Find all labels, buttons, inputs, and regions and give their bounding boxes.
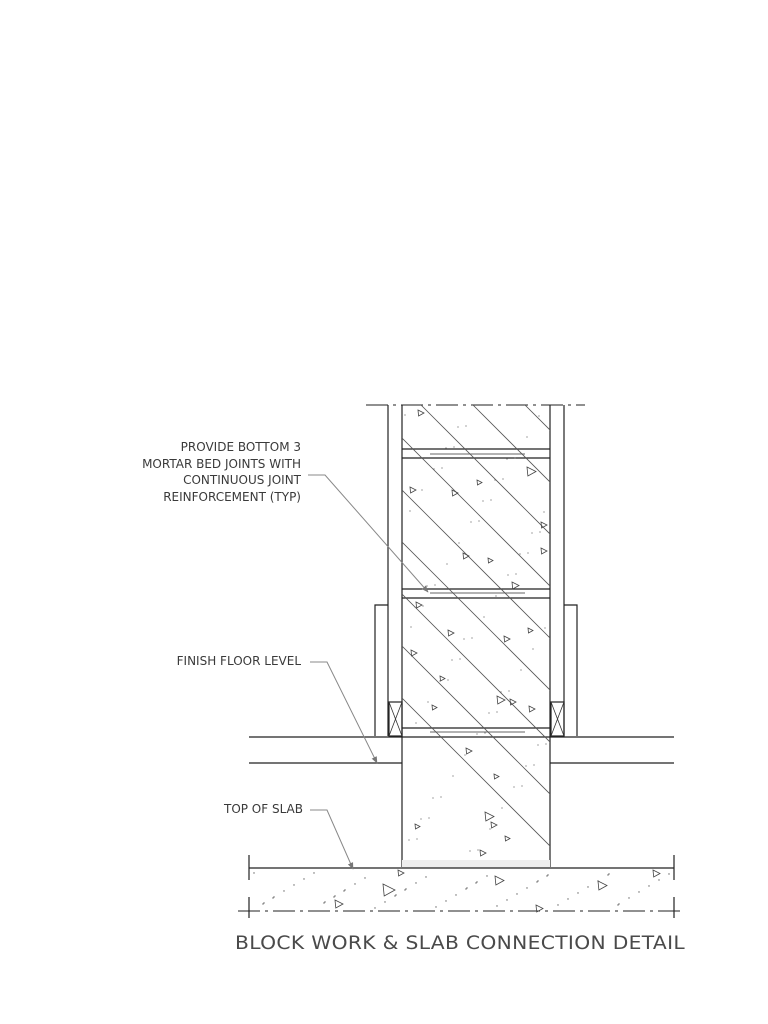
hatch-line xyxy=(402,334,768,734)
aggregate-dot xyxy=(416,838,417,839)
aggregate-dot xyxy=(469,850,470,851)
aggregate-dot xyxy=(477,849,478,850)
aggregate-mark xyxy=(528,628,533,633)
aggregate-dot xyxy=(489,828,490,829)
aggregate-dot xyxy=(539,531,540,532)
joint-filler-right xyxy=(551,702,564,736)
label-joint-line-3: CONTINUOUS JOINT xyxy=(183,473,301,487)
aggregate-dot xyxy=(526,436,527,437)
aggregate-dot xyxy=(421,489,422,490)
slab-aggregate-mark xyxy=(495,876,504,885)
slab-aggregate-dot xyxy=(618,903,619,904)
aggregate-dot xyxy=(428,817,429,818)
aggregate-dot xyxy=(508,690,509,691)
aggregate-dot xyxy=(420,818,421,819)
aggregate-dot xyxy=(533,764,534,765)
slab-aggregate-dot xyxy=(455,894,456,895)
slab-aggregate-dot xyxy=(648,885,649,886)
slab-aggregate-dot xyxy=(273,896,274,897)
aggregate-mark xyxy=(488,558,493,563)
slab-aggregate-dot xyxy=(486,875,487,876)
block-hatch xyxy=(402,230,768,1024)
slab-aggregate-mark xyxy=(598,881,607,890)
slab-aggregate-dot xyxy=(283,890,284,891)
slab-aggregate-dot xyxy=(587,886,588,887)
aggregate-mark xyxy=(512,582,519,589)
aggregate-mark xyxy=(416,602,422,608)
slab-aggregate-dot xyxy=(516,893,517,894)
aggregate-mark xyxy=(510,699,516,705)
slab-aggregate-dot xyxy=(445,900,446,901)
slab-aggregate-dot xyxy=(536,881,537,882)
aggregate-mark xyxy=(477,480,482,485)
aggregate-dot xyxy=(496,711,497,712)
slab-aggregate-dot xyxy=(333,896,334,897)
aggregate-mark xyxy=(411,650,417,656)
aggregate-mark xyxy=(504,636,510,642)
hatch-line xyxy=(402,646,768,1024)
slab-aggregate-dot xyxy=(324,901,325,902)
base-skirting xyxy=(375,605,577,736)
aggregate-dot xyxy=(532,648,533,649)
slab-aggregate-mark xyxy=(653,870,660,877)
aggregate-mark xyxy=(497,696,505,704)
aggregate-dot xyxy=(439,680,440,681)
slab-aggregate-dot xyxy=(638,891,639,892)
aggregate-dot xyxy=(459,658,460,659)
aggregate-dot xyxy=(476,733,477,734)
slab-aggregate-dot xyxy=(272,897,273,898)
hatch-line xyxy=(402,438,768,838)
aggregate-mark xyxy=(480,850,486,856)
slab-aggregate-dot xyxy=(374,907,375,908)
aggregate-dot xyxy=(415,722,416,723)
aggregate-mark xyxy=(432,705,437,710)
aggregate-dot xyxy=(465,425,466,426)
slab-aggregate-dot xyxy=(364,877,365,878)
aggregate-mark xyxy=(541,548,547,554)
aggregate-dot xyxy=(426,585,427,586)
leader-joint-reinforcement xyxy=(308,475,428,592)
aggregate-dot xyxy=(404,414,405,415)
aggregate-dot xyxy=(447,679,448,680)
slab-aggregate-dot xyxy=(313,872,314,873)
slab-aggregate-dot xyxy=(394,895,395,896)
slab-aggregate-dot xyxy=(465,888,466,889)
leader-finish-floor xyxy=(310,662,377,763)
aggregate-dot xyxy=(440,796,441,797)
slab-aggregate-dot xyxy=(668,873,669,874)
aggregate-dot xyxy=(470,521,471,522)
slab-aggregate-dot xyxy=(577,892,578,893)
aggregate-dot xyxy=(409,510,410,511)
aggregate-dot xyxy=(483,616,484,617)
hatch-line xyxy=(402,230,768,630)
slab-aggregate-dot xyxy=(303,878,304,879)
aggregate-dot xyxy=(545,743,546,744)
slab-aggregate-dot xyxy=(526,887,527,888)
aggregate-mark xyxy=(410,487,416,493)
hatch-line xyxy=(402,542,768,942)
slab-aggregate-dot xyxy=(608,873,609,874)
aggregate-dot xyxy=(458,542,459,543)
slab-aggregate-dot xyxy=(263,902,264,903)
slab-aggregate-dot xyxy=(466,887,467,888)
aggregate-dot xyxy=(490,499,491,500)
aggregate-mark xyxy=(529,706,535,712)
aggregate-dot xyxy=(427,701,428,702)
label-top-of-slab: TOP OF SLAB xyxy=(223,802,303,816)
aggregate-dot xyxy=(494,479,495,480)
aggregate-dot xyxy=(531,532,532,533)
joint-filler-left xyxy=(389,702,402,736)
aggregate-dot xyxy=(513,786,514,787)
aggregate-mark xyxy=(485,812,494,821)
slab-aggregate-dot xyxy=(557,904,558,905)
aggregate-dot xyxy=(433,468,434,469)
slab-aggregate-mark xyxy=(383,884,395,896)
slab-aggregate-dot xyxy=(617,904,618,905)
slab-aggregate-dot xyxy=(628,897,629,898)
slab-aggregate-dot xyxy=(262,903,263,904)
label-finish-floor-level: FINISH FLOOR LEVEL xyxy=(176,654,301,668)
slab-aggregate-dot xyxy=(506,899,507,900)
slab-aggregate-dot xyxy=(354,883,355,884)
aggregate-dot xyxy=(446,563,447,564)
aggregate-dot xyxy=(432,797,433,798)
slab-aggregate-dot xyxy=(658,879,659,880)
leader-top-of-slab xyxy=(310,810,353,869)
slab-aggregate-dot xyxy=(475,882,476,883)
hatch-line xyxy=(402,282,768,682)
aggregate-dot xyxy=(463,638,464,639)
label-joint-reinforcement xyxy=(142,440,302,504)
aggregate-dot xyxy=(495,595,496,596)
aggregate-dot xyxy=(471,637,472,638)
slab-aggregate-dot xyxy=(537,880,538,881)
aggregate-mark xyxy=(440,676,445,681)
aggregate-dot xyxy=(434,584,435,585)
block-aggregate xyxy=(404,410,547,856)
aggregate-dot xyxy=(538,415,539,416)
aggregate-dot xyxy=(514,457,515,458)
aggregate-mark xyxy=(505,836,510,841)
aggregate-dot xyxy=(519,553,520,554)
slab-aggregate-dot xyxy=(496,905,497,906)
aggregate-dot xyxy=(482,500,483,501)
aggregate-dot xyxy=(451,659,452,660)
slab-aggregate-dot xyxy=(415,882,416,883)
slab-aggregate-dot xyxy=(607,874,608,875)
aggregate-dot xyxy=(441,467,442,468)
aggregate-dot xyxy=(527,552,528,553)
aggregate-dot xyxy=(408,839,409,840)
aggregate-dot xyxy=(502,478,503,479)
slab-aggregate-dot xyxy=(343,890,344,891)
aggregate-mark xyxy=(415,824,420,829)
aggregate-mark xyxy=(527,467,536,476)
slab-aggregate-dot xyxy=(425,876,426,877)
slab-aggregate-dot xyxy=(597,880,598,881)
slab-aggregate-mark xyxy=(398,870,404,876)
slab-aggregate-dot xyxy=(547,874,548,875)
aggregate-mark xyxy=(541,522,547,528)
aggregate-dot xyxy=(515,573,516,574)
label-joint-line-4: REINFORCEMENT (TYP) xyxy=(163,490,301,504)
aggregate-dot xyxy=(478,520,479,521)
aggregate-dot xyxy=(414,606,415,607)
aggregate-dot xyxy=(410,626,411,627)
slab-aggregate-dot xyxy=(323,902,324,903)
aggregate-dot xyxy=(521,785,522,786)
slab-aggregate-dot xyxy=(344,889,345,890)
slab-aggregate-dot xyxy=(404,889,405,890)
aggregate-dot xyxy=(445,447,446,448)
floor-finish xyxy=(249,737,674,763)
aggregate-dot xyxy=(457,426,458,427)
slab-aggregate-dot xyxy=(293,884,294,885)
aggregate-mark xyxy=(448,630,454,636)
aggregate-dot xyxy=(525,765,526,766)
aggregate-dot xyxy=(543,511,544,512)
aggregate-dot xyxy=(501,807,502,808)
aggregate-dot xyxy=(506,458,507,459)
aggregate-dot xyxy=(520,669,521,670)
slab-aggregate-dot xyxy=(405,888,406,889)
detail-title: BLOCK WORK & SLAB CONNECTION DETAIL xyxy=(235,932,686,954)
slab-aggregate-dot xyxy=(476,881,477,882)
aggregate-dot xyxy=(500,691,501,692)
bottom-mortar-bed xyxy=(402,860,550,868)
aggregate-dot xyxy=(488,712,489,713)
aggregate-dot xyxy=(484,732,485,733)
aggregate-dot xyxy=(452,775,453,776)
slab-aggregate-mark xyxy=(335,900,343,908)
hatch-line xyxy=(402,490,768,890)
slab-aggregate-dot xyxy=(546,875,547,876)
slab-aggregate-dot xyxy=(384,901,385,902)
aggregate-dot xyxy=(453,446,454,447)
aggregate-dot xyxy=(507,574,508,575)
slab-aggregate-dot xyxy=(334,895,335,896)
aggregate-mark xyxy=(418,410,424,416)
aggregate-dot xyxy=(537,744,538,745)
slab-aggregate-dot xyxy=(253,872,254,873)
slab-aggregate-dot xyxy=(435,906,436,907)
aggregate-mark xyxy=(466,748,472,754)
label-joint-line-1: PROVIDE BOTTOM 3 xyxy=(180,440,301,454)
slab-aggregate-dot xyxy=(395,894,396,895)
label-joint-line-2: MORTAR BED JOINTS WITH xyxy=(142,457,301,471)
mortar-joints xyxy=(402,449,550,737)
wall-finish-lines xyxy=(388,405,564,867)
hatch-line xyxy=(402,386,768,786)
aggregate-mark xyxy=(491,822,497,828)
aggregate-mark xyxy=(494,774,499,779)
aggregate-dot xyxy=(544,627,545,628)
slab-aggregate xyxy=(253,870,669,912)
aggregate-dot xyxy=(422,605,423,606)
aggregate-dot xyxy=(464,754,465,755)
slab-aggregate-dot xyxy=(567,898,568,899)
